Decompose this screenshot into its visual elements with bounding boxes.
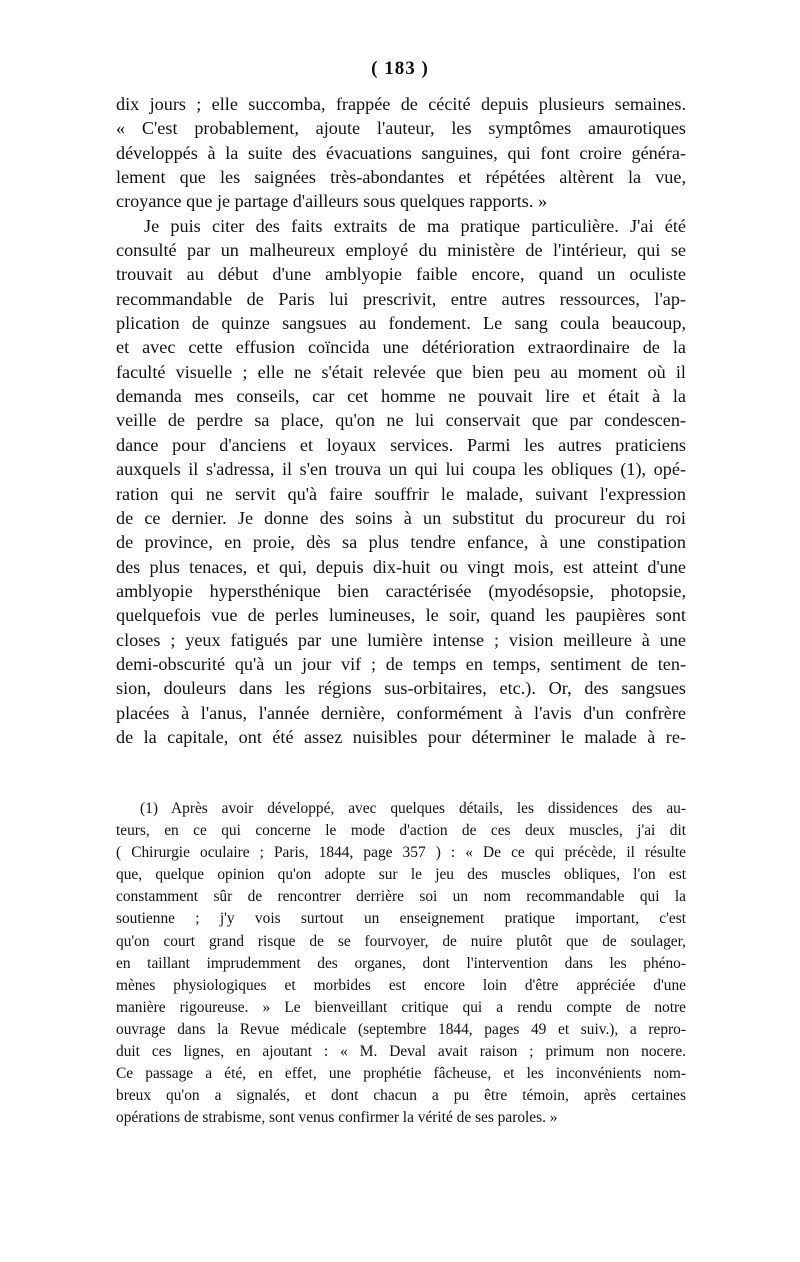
main-text-block (116, 92, 686, 749)
text-line: trouvait au début d'une amblyopie faible encore, quand un oculiste (116, 264, 686, 285)
text-line: quelquefois vue de perles lumineuses, le soir, quand les paupières sont (116, 605, 686, 626)
text-line: dix jours ; elle succomba, frappée de cécité depuis plusieurs semaines. (116, 94, 686, 114)
text-line: de ce dernier. Je donne des soins à un substitut du procureur du roi (116, 507, 686, 528)
footnote-line: Ce passage a été, en effet, une prophétie fâcheuse, et les inconvénients nom- (116, 1065, 686, 1083)
footnote-line: constamment sûr de rencontrer derrière soi un nom recommandable qui la (116, 888, 686, 906)
footnote-line: manière rigoureuse. » Le bienveillant critique qui a rendu compte de notre (116, 998, 686, 1016)
text-line: dance pour d'anciens et loyaux services. Parmi les autres praticiens (116, 434, 686, 455)
text-line: sion, douleurs dans les régions sus-orbitaires, etc.). Or, des sangsues (116, 678, 686, 699)
text-line: plication de quinze sangsues au fondement. Le sang coula beaucoup, (116, 313, 686, 334)
text-line: Je puis citer des faits extraits de ma pratique particulière. J'ai été (144, 215, 686, 236)
footnote-line: ouvrage dans la Revue médicale (septembre 1844, pages 49 et suiv.), a repro- (116, 1020, 686, 1038)
text-line: faculté visuelle ; elle ne s'était relevée que bien peu au moment où il (116, 361, 686, 382)
footnote-line: en taillant imprudemment des organes, dont l'intervention dans les phéno- (116, 954, 686, 972)
text-line: closes ; yeux fatigués par une lumière intense ; vision meilleure à une (116, 629, 686, 650)
footnote-line: qu'on court grand risque de se fourvoyer, de nuire plutôt que de soulager, (116, 932, 686, 950)
text-line: consulté par un malheureux employé du ministère de l'intérieur, qui se (116, 240, 686, 261)
footnote-line: mènes physiologiques et morbides est encore loin d'être appréciée d'une (116, 976, 686, 994)
text-line: développés à la suite des évacuations sanguines, qui font croire généra- (116, 142, 686, 163)
footnote-line: ( Chirurgie oculaire ; Paris, 1844, page 357 ) : « De ce qui précède, il résulte (116, 844, 686, 862)
text-line: des plus tenaces, et qui, depuis dix-huit ou vingt mois, est atteint d'une (116, 556, 686, 577)
footnote-block (116, 798, 686, 1129)
text-line: et avec cette effusion coïncida une détérioration extraordinaire de la (116, 337, 686, 358)
text-line: « C'est probablement, ajoute l'auteur, les symptômes amaurotiques (116, 118, 686, 139)
text-line: demi-obscurité qu'à un jour vif ; de temps en temps, sentiment de ten- (116, 653, 686, 674)
footnote-line: breux qu'on a signalés, et dont chacun a pu être témoin, après certaines (116, 1087, 686, 1105)
footnote-line: (1) Après avoir développé, avec quelques détails, les dissidences des au- (140, 800, 686, 817)
text-line: auxquels il s'adressa, il s'en trouva un qui lui coupa les obliques (1), opé- (116, 459, 686, 480)
text-line: demanda mes conseils, car cet homme ne pouvait lire et était à la (116, 386, 686, 407)
text-line: ration qui ne servit qu'à faire souffrir le malade, suivant l'expression (116, 483, 686, 504)
footnote-line: soutienne ; j'y vois surtout un enseignement pratique important, c'est (116, 910, 686, 928)
text-line: de la capitale, ont été assez nuisibles pour déterminer le malade à re- (116, 726, 686, 747)
text-line: recommandable de Paris lui prescrivit, entre autres ressources, l'ap- (116, 288, 686, 309)
text-line: placées à l'anus, l'année dernière, conformément à l'avis d'un confrère (116, 702, 686, 723)
text-line: amblyopie hypersthénique bien caractérisée (myodésopsie, photopsie, (116, 580, 686, 601)
text-line: croyance que je partage d'ailleurs sous quelques rapports. » (116, 191, 548, 212)
text-line: lement que les saignées très-abondantes et répétées altèrent la vue, (116, 167, 686, 188)
text-line: veille de perdre sa place, qu'on ne lui conservait que par condescen- (116, 410, 686, 431)
page-number: ( 183 ) (371, 58, 429, 79)
text-line: de province, en proie, dès sa plus tendre enfance, à une constipation (116, 532, 686, 553)
footnote-line: teurs, en ce qui concerne le mode d'action de ces deux muscles, j'ai dit (116, 822, 686, 840)
footnote-line: que, quelque opinion qu'on adopte sur le jeu des muscles obliques, l'on est (116, 866, 686, 884)
footnote-line: opérations de strabisme, sont venus confirmer la vérité de ses paroles. » (116, 1109, 558, 1127)
footnote-line: duit ces lignes, en ajoutant : « M. Deval avait raison ; primum non nocere. (116, 1043, 686, 1061)
